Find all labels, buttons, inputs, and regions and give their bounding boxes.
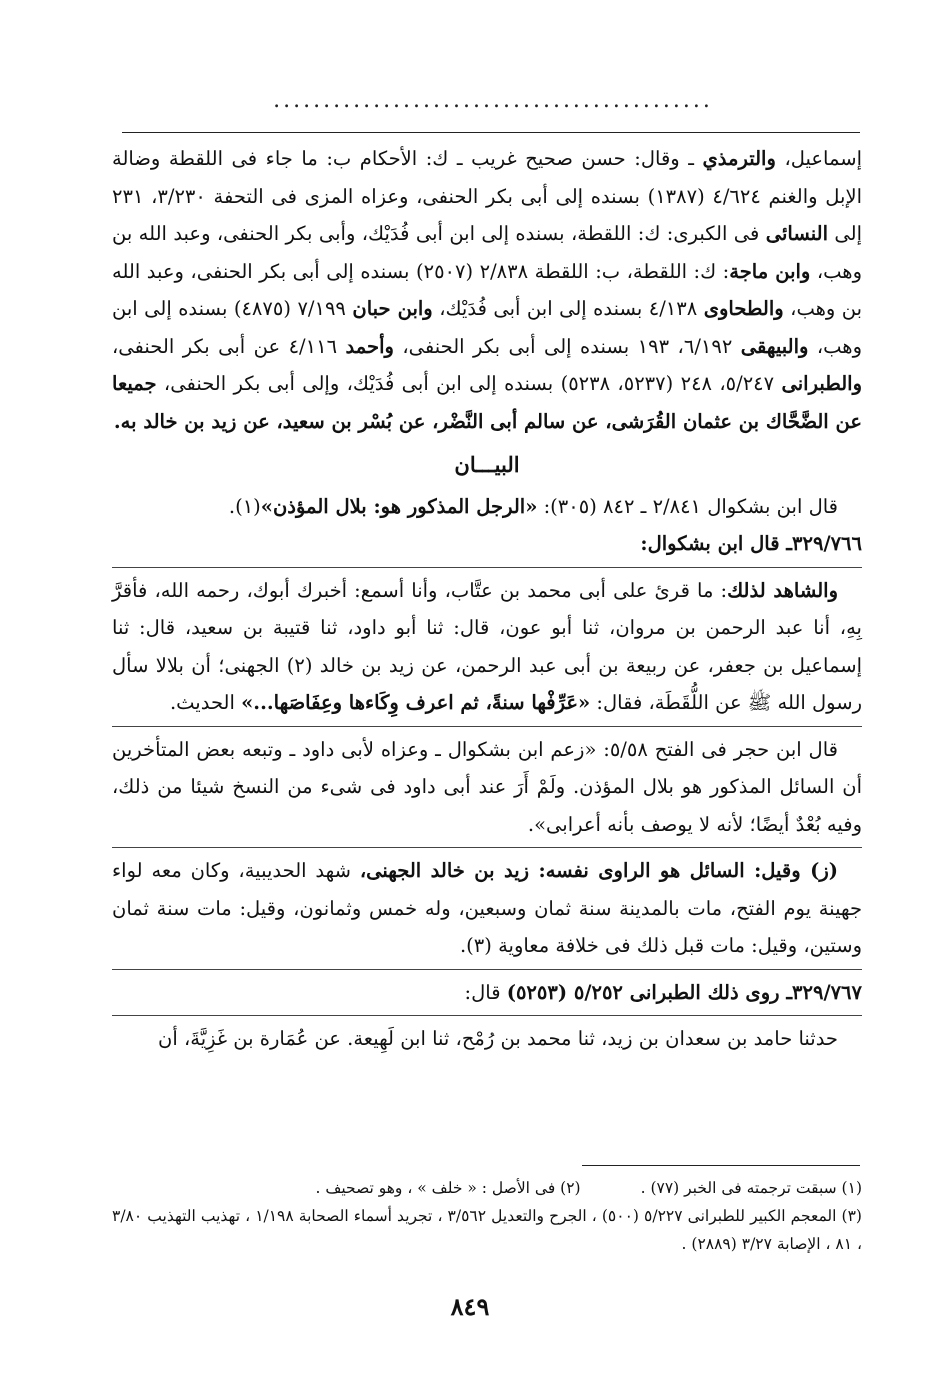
paragraph bbox=[112, 525, 862, 563]
paragraph bbox=[112, 731, 862, 844]
bold-text: النسائى bbox=[765, 222, 828, 245]
text-run: : ك: اللقطة، ب: اللقطة ٢/٨٣٨ (٢٥٠٧) بسنده إلى أبى بكر الحنفى، وعبد الله بن وهب، bbox=[112, 259, 863, 320]
main-text bbox=[112, 140, 862, 1058]
footnote-3: (٣) المعجم الكبير للطبرانى ٥/٢٢٧ (٥٠٠) ، الجرح والتعديل ٣/٥٦٢ ، تجريد أسماء الصحابة ١/١٩٨ ، تهذيب التهذيب ٣/٨٠ ، ٨١ ، الإصابة ٣/٢٧ (٢٨٨٩) . bbox=[112, 1207, 862, 1253]
bold-text: «عَرِّفْها سنةً، ثم اعرف وِكَاءها وعِفَاصَها...» bbox=[241, 691, 591, 714]
bold-text: والترمذي bbox=[702, 147, 776, 170]
paragraph-divider bbox=[112, 567, 862, 568]
page-number: ٨٤٩ bbox=[450, 1292, 490, 1321]
text-run: ـ وقال: حسن صحيح غريب ـ ك: الأحكام ب: ما جاء فى اللقطة وضالة الإبل والغنم ٤/٦٢٤ (١٣٨٧) بسنده إلى أبى بكر الحنفى، وعزاه المزى فى التحفة ٣/٢٣٠، ٢٣١ إلى bbox=[112, 147, 862, 245]
section-heading bbox=[112, 446, 862, 484]
paragraph bbox=[112, 974, 862, 1012]
text-run: شهد الحديبية، وكان معه لواء جهينة يوم الفتح، مات بالمدينة سنة ثمان وسبعين، وله خمس وثمانون، وقيل: مات سنة ثمان وستين، وقيل: مات قبل ذلك فى خلافة معاوية (٣). bbox=[112, 859, 862, 957]
bold-text: ٣٢٩/٧٦٦ـ قال ابن بشكوال: bbox=[640, 532, 862, 555]
bold-text: والشاهد لذلك bbox=[727, 578, 838, 602]
paragraph-divider bbox=[112, 726, 862, 727]
text-run: إسماعيل، bbox=[775, 147, 862, 170]
footnote-1: (١) سبقت ترجمته فى الخبر (٧٧) . bbox=[640, 1179, 862, 1197]
text-run: قال ابن بشكوال ٢/٨٤١ ـ ٨٤٢ (٣٠٥): bbox=[537, 494, 838, 518]
header-rule bbox=[122, 132, 860, 133]
text-run: قال ابن حجر فى الفتح ٥/٥٨: «زعم ابن بشكوال ـ وعزاه لأبى داود ـ وتبعه بعض المتأخرين أن السائل المذكور هو بلال المؤذن. ولَمْ أَرَ عند أبى داود فى شىء من النسخ شيئا من ذلك، وفيه بُعْدٌ أيضًا؛ لأنه لا يوصف بأنه أعرابى». bbox=[112, 737, 862, 836]
paragraph bbox=[112, 572, 862, 722]
bold-text: وأحمد bbox=[345, 334, 394, 358]
text-run: : ما قرئ على أبى محمد بن عتَّاب، وأنا أسمع: أخبرك أبوك، رحمه الله، فأقرَّ بِهِ، أنا عبد الرحمن بن مروان، ثنا أبو عون، قال: ثنا أبو داود، ثنا قتيبة بن سعيد، قال: ثنا إسماعيل بن جعفر، عن ربيعة بن أبى عبد الرحمن، عن زيد بن خالد (٢) الجهنى؛ أن بلالا سأل رسول الله ﷺ عن اللُّقَطَة، فقال: bbox=[112, 578, 862, 714]
paragraph-divider bbox=[112, 1015, 862, 1016]
dotted-separator: ............................................ bbox=[273, 88, 713, 113]
bold-text: جميعا عن الضَّحَّاك بن عثمان القُرَشى، عن سالم أبى النَّضْر، عن بُسْر بن سعيد، عن زيد بن خالد به. bbox=[112, 372, 862, 433]
footnote-row-1 bbox=[112, 1174, 862, 1202]
text-run: ٥/٢٤٧، ٢٤٨ (٥٢٣٧، ٥٢٣٨) بسنده إلى ابن أبى فُدَيْك، وإلى أبى بكر الحنفى، bbox=[156, 372, 782, 395]
text-run: حدثنا حامد بن سعدان بن زيد، ثنا محمد بن رُمْح، ثنا ابن لَهِيعة. عن عُمَارة بن غَزِيَّةَ، أن bbox=[158, 1027, 838, 1050]
bold-text: والطحاوى bbox=[703, 297, 784, 320]
footnotes bbox=[112, 1174, 862, 1258]
text-run: ٦/١٩٢، ١٩٣ بسنده إلى أبى بكر الحنفى، bbox=[393, 334, 741, 358]
text-run: ٧/١٩٩ (٤٨٧٥) بسنده إلى ابن وهب، bbox=[112, 297, 863, 358]
paragraph bbox=[112, 140, 862, 440]
text-run: قال: bbox=[464, 980, 507, 1004]
footnote-2: (٢) فى الأصل : « خلف » ، وهو تصحيف . bbox=[315, 1179, 581, 1197]
text-run: ٤/١١٦ عن أبى بكر الحنفى، bbox=[112, 334, 346, 358]
bold-text: «الرجل المذكور هو: بلال المؤذن» bbox=[260, 494, 538, 518]
bold-text: والبيهقى bbox=[740, 334, 809, 358]
bold-text: وابن حبان bbox=[352, 297, 433, 320]
paragraph bbox=[112, 1020, 862, 1058]
footnote-rule bbox=[582, 1165, 860, 1166]
paragraph bbox=[112, 488, 862, 526]
text-run: ٤/١٣٨ بسنده إلى ابن أبى فُدَيْك، bbox=[432, 297, 704, 320]
text-run: فى الكبرى: ك: اللقطة، بسنده إلى ابن أبى فُدَيْك، وأبى بكر الحنفى، وعبد الله بن وهب، bbox=[112, 222, 862, 283]
text-run: (١). bbox=[228, 494, 261, 518]
paragraph-divider bbox=[112, 847, 862, 848]
bold-text: ٣٢٩/٧٦٧ـ روى ذلك الطبرانى ٥/٢٥٢ (٥٢٥٣) bbox=[506, 980, 862, 1004]
paragraph bbox=[112, 852, 862, 965]
bold-text: والطبرانى bbox=[781, 372, 862, 395]
text-run: الحديث. bbox=[169, 691, 242, 714]
bold-text: البيـــان bbox=[454, 452, 520, 477]
bold-text: وابن ماجة bbox=[729, 259, 811, 283]
paragraph-divider bbox=[112, 969, 862, 970]
bold-text: (ز) وقيل: السائل هو الراوى نفسه: زيد بن خالد الجهنى، bbox=[359, 859, 838, 882]
